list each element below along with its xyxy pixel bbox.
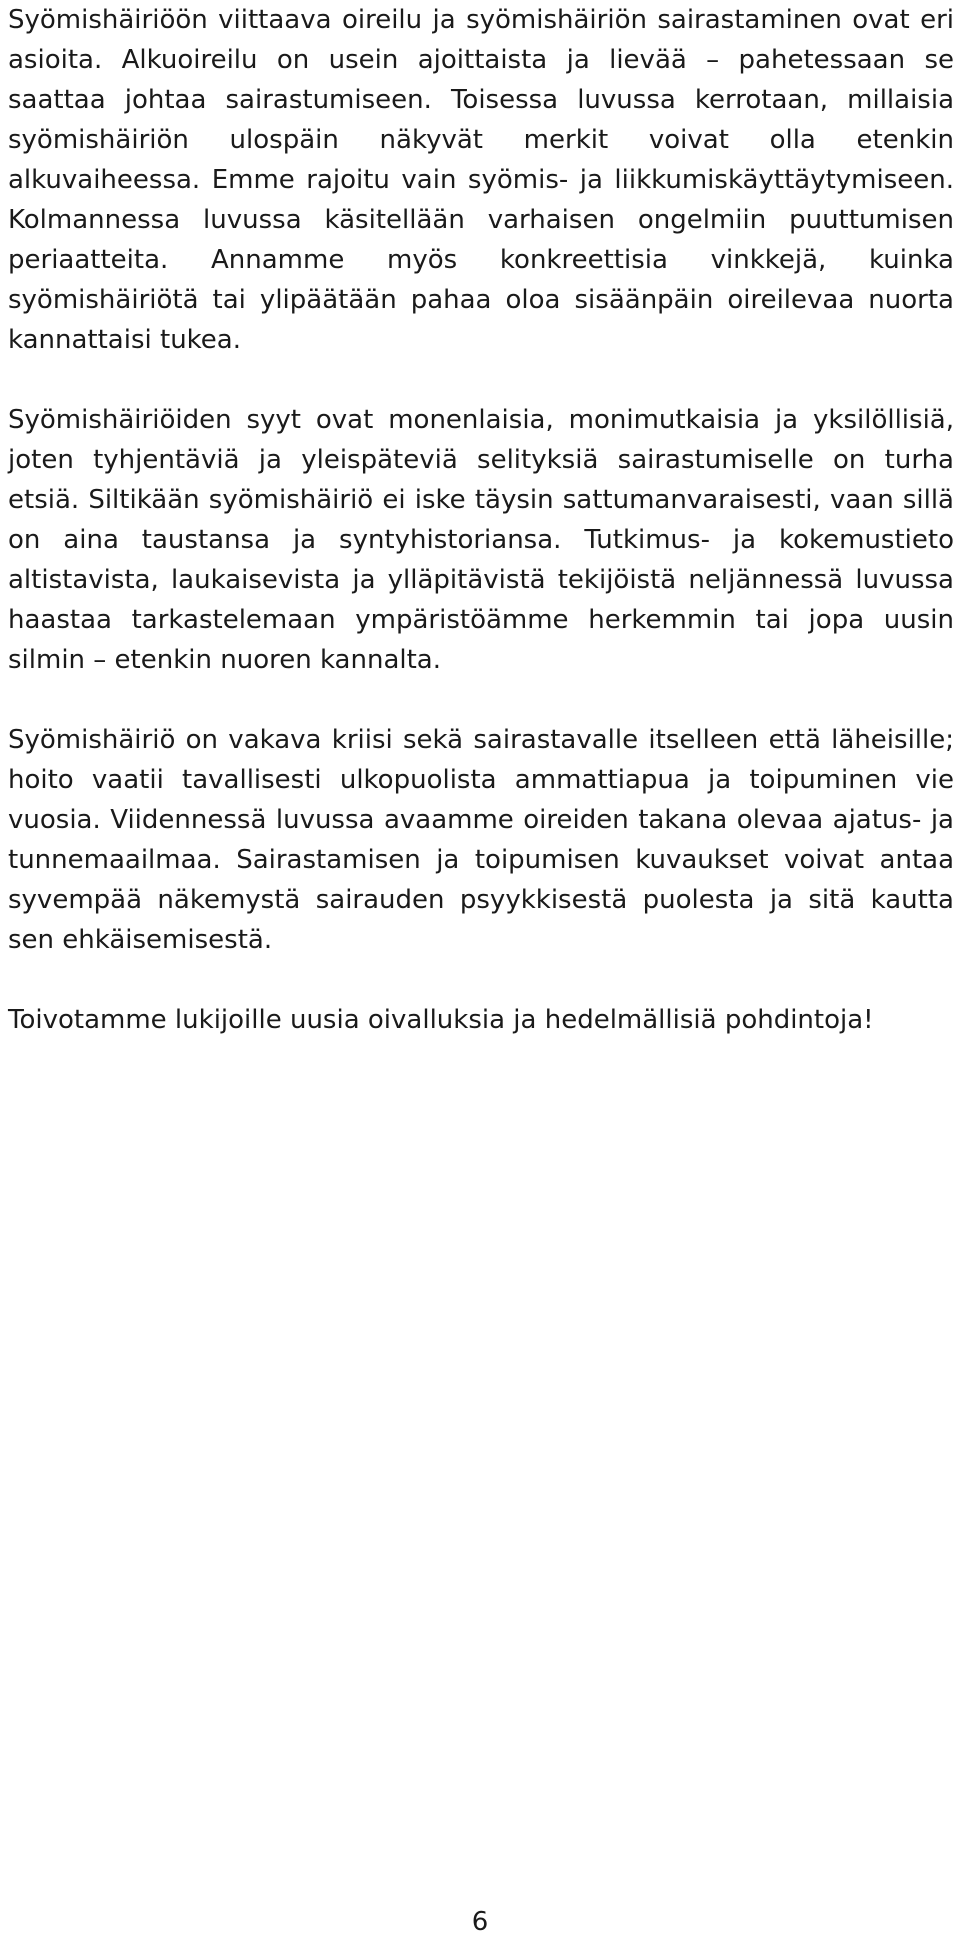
- paragraph-1: Syömishäiriöön viittaava oireilu ja syömishäiriön sairastaminen ovat eri asioita. Alkuoireilu on usein ajoittaista ja lievää – pahetessaan se saattaa johtaa sairastumiseen. Toisessa luvussa kerrotaan, millaisia syömishäiriön ulospäin näkyvät merkit voivat olla etenkin alkuvaiheessa. Emme rajoitu vain syömis- ja liikkumiskäyttäytymiseen. Kolmannessa luvussa käsitellään varhaisen ongelmiin puuttumisen periaatteita. Annamme myös konkreettisia vinkkejä, kuinka syömishäiriötä tai ylipäätään pahaa oloa sisäänpäin oireilevaa nuorta kannattaisi tukea.: [8, 5, 954, 355]
- paragraph-4: Toivotamme lukijoille uusia oivalluksia ja hedelmällisiä pohdintoja!: [8, 1005, 874, 1035]
- paragraph-3: Syömishäiriö on vakava kriisi sekä sairastavalle itselleen että läheisille; hoito vaatii tavallisesti ulkopuolista ammattiapua ja toipuminen vie vuosia. Viidennessä luvussa avaamme oireiden takana olevaa ajatus- ja tunnemaailmaa. Sairastamisen ja toipumisen kuvaukset voivat antaa syvempää näkemystä sairauden psyykkisestä puolesta ja sitä kautta sen ehkäisemisestä.: [8, 725, 954, 955]
- paragraph-2: Syömishäiriöiden syyt ovat monenlaisia, monimutkaisia ja yksilöllisiä, joten tyhjentäviä ja yleispäteviä selityksiä sairastumiselle on turha etsiä. Siltikään syömishäiriö ei iske täysin sattumanvaraisesti, vaan sillä on aina taustansa ja syntyhistoriansa. Tutkimus- ja kokemustieto altistavista, laukaisevista ja ylläpitävistä tekijöistä neljännessä luvussa haastaa tarkastelemaan ympäristöämme herkemmin tai jopa uusin silmin – etenkin nuoren kannalta.: [8, 405, 954, 675]
- document-body: [8, 0, 954, 1080]
- page-number: 6: [471, 1907, 489, 1937]
